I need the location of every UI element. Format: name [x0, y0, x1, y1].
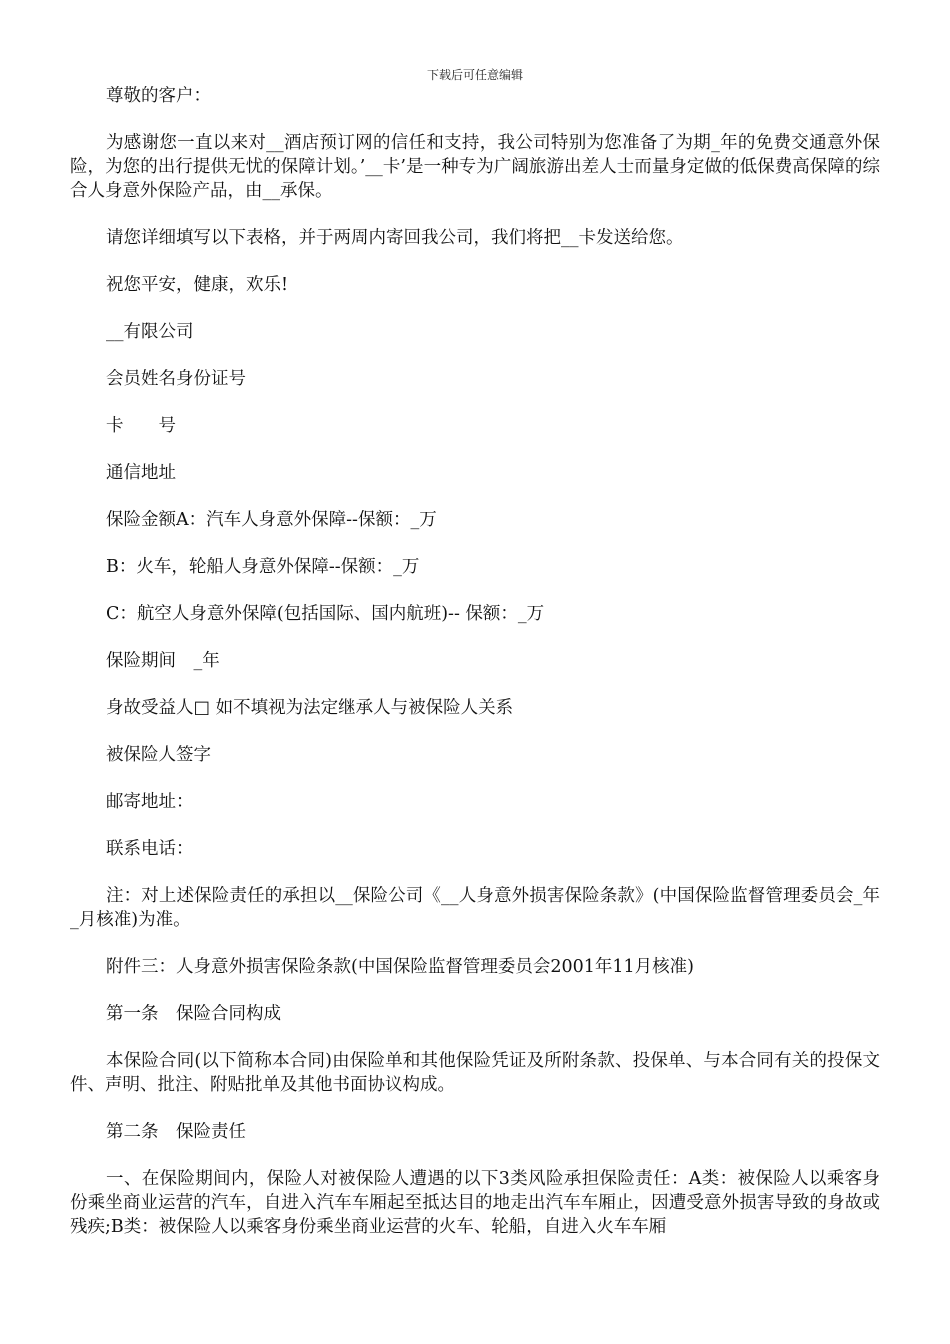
- wishes-line: 祝您平安，健康，欢乐!: [106, 275, 289, 295]
- member-name-id-field: 会员姓名身份证号: [106, 369, 246, 389]
- greeting: 尊敬的客户：: [106, 86, 211, 106]
- document-body: [70, 84, 880, 1239]
- insurance-period-field: 保险期间 _年: [106, 651, 220, 671]
- insured-signature-field: 被保险人签字: [106, 745, 211, 765]
- article-2-heading: 第二条 保险责任: [106, 1122, 246, 1142]
- insured-amount-b: B：火车，轮船人身意外保障--保额：_万: [106, 557, 420, 577]
- instruction-paragraph: 请您详细填写以下表格，并于两周内寄回我公司，我们将把__卡发送给您。: [106, 228, 684, 248]
- header-note: 下载后可任意编辑: [426, 68, 523, 82]
- note-paragraph: 注：对上述保险责任的承担以__保险公司《__人身意外损害保险条款》(中国保险监督管理委员会_年_月核准)为准。: [70, 886, 880, 930]
- article-1-heading: 第一条 保险合同构成: [106, 1004, 281, 1024]
- card-number-field: 卡 号: [106, 416, 176, 436]
- intro-paragraph: 为感谢您一直以来对__酒店预订网的信任和支持，我公司特别为您准备了为期_年的免费交通意外保险，为您的出行提供无忧的保障计划。’__卡’是一种专为广阔旅游出差人士而量身定做的低保费高保障的综合人身意外保险产品，由__承保。: [70, 133, 880, 201]
- company-signature: __有限公司: [106, 322, 194, 342]
- beneficiary-field: 身故受益人□ 如不填视为法定继承人与被保险人关系: [106, 698, 514, 718]
- address-field: 通信地址: [106, 463, 176, 483]
- phone-field: 联系电话：: [106, 839, 194, 859]
- appendix-title: 附件三：人身意外损害保险条款(中国保险监督管理委员会2001年11月核准): [106, 957, 694, 977]
- mailing-address-field: 邮寄地址：: [106, 792, 194, 812]
- article-2-body: 一、在保险期间内，保险人对被保险人遭遇的以下3类风险承担保险责任：A类：被保险人以乘客身份乘坐商业运营的汽车，自进入汽车车厢起至抵达目的地走出汽车车厢止，因遭受意外损害导致的身故或残疾;B类：被保险人以乘客身份乘坐商业运营的火车、轮船，自进入火车车厢: [70, 1169, 880, 1237]
- article-1-body: 本保险合同(以下简称本合同)由保险单和其他保险凭证及所附条款、投保单、与本合同有关的投保文件、声明、批注、附贴批单及其他书面协议构成。: [70, 1051, 880, 1095]
- insured-amount-c: C：航空人身意外保障(包括国际、国内航班)-- 保额：_万: [106, 604, 545, 624]
- insured-amount-a: 保险金额A：汽车人身意外保障--保额：_万: [106, 510, 437, 530]
